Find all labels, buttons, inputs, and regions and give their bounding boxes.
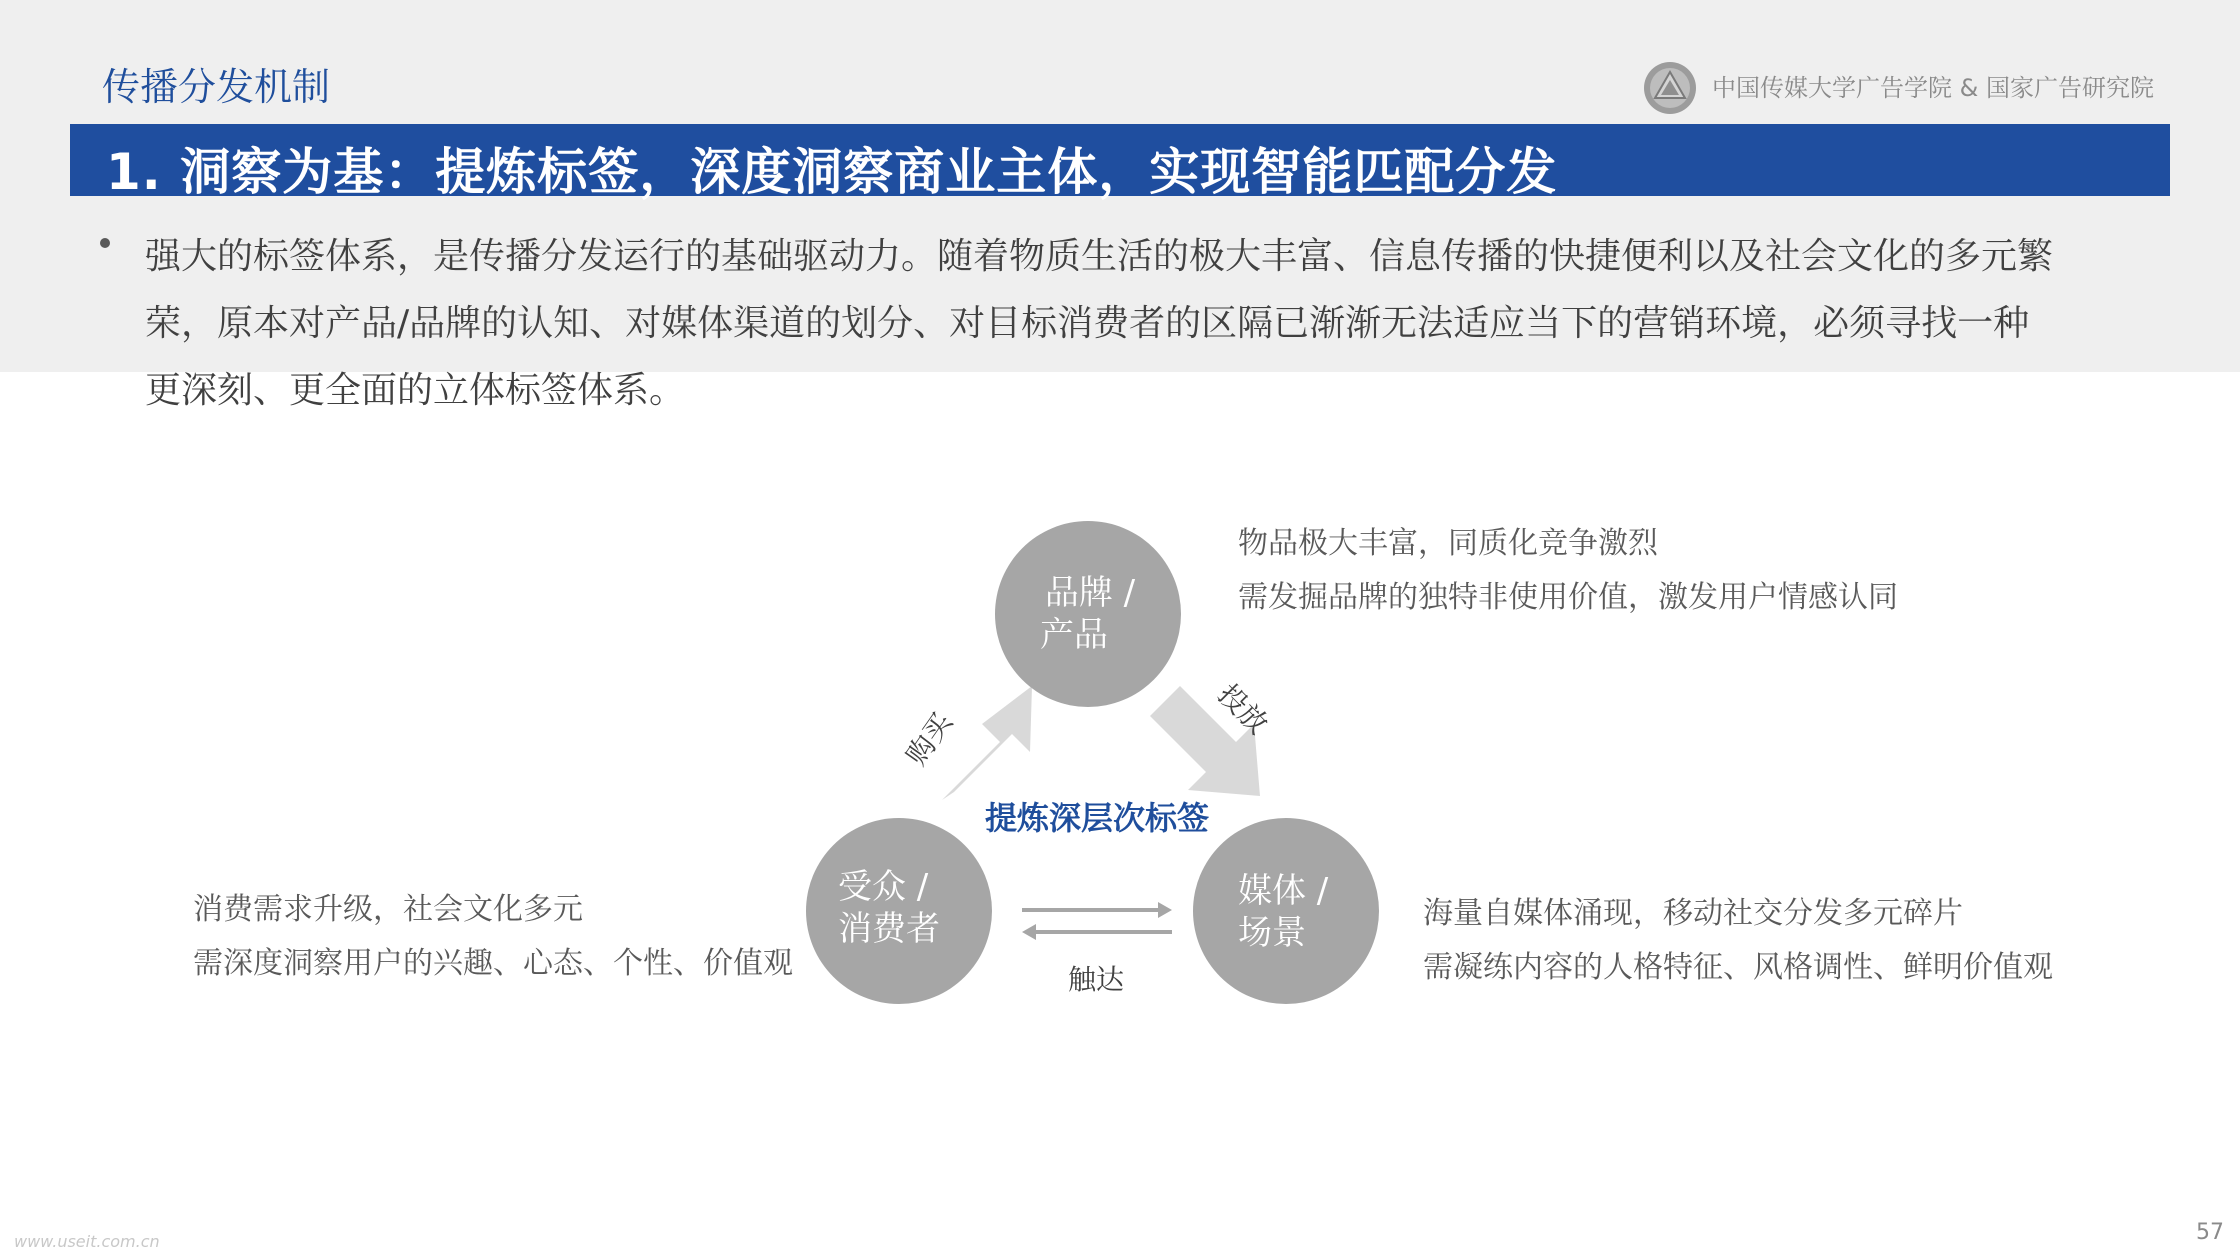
media-note-line: 海量自媒体涌现，移动社交分发多元碎片 (1423, 896, 1963, 931)
place-arrow-label: 投放 (1211, 677, 1275, 741)
media-note-line: 需凝练内容的人格特征、风格调性、鲜明价值观 (1423, 950, 2053, 985)
consumer-note-line: 需深度洞察用户的兴趣、心态、个性、价值观 (193, 946, 793, 981)
slide-title: 1. 洞察为基：提炼标签，深度洞察商业主体，实现智能匹配分发 (106, 143, 1558, 201)
buy-arrow (942, 686, 1032, 800)
title-bar (70, 124, 2170, 201)
university-seal-icon (1642, 60, 1698, 116)
brand-label-line2: 产品 (1040, 615, 1108, 655)
brand-label-line1: 品牌 / (1044, 573, 1136, 613)
bullet-dot (100, 238, 110, 248)
media-label-line2: 场景 (1238, 913, 1306, 953)
reach-arrowhead-left (1022, 924, 1036, 940)
watermark: www.useit.com.cn (14, 1232, 160, 1251)
paragraph-line: 更深刻、更全面的立体标签体系。 (145, 370, 686, 411)
brand-node-label (1030, 572, 1150, 656)
consumer-note-line: 消费需求升级，社会文化多元 (193, 892, 583, 927)
page-number: 57 (2196, 1220, 2224, 1245)
buy-arrow-label: 购买 (899, 706, 959, 772)
media-node-label (1238, 870, 1368, 954)
media-label-line1: 媒体 / (1238, 871, 1329, 911)
center-label: 提炼深层次标签 (985, 799, 1210, 837)
consumer-label-line1: 受众 / (838, 867, 929, 907)
paragraph-line: 强大的标签体系，是传播分发运行的基础驱动力。随着物质生活的极大丰富、信息传播的快捷便利以及社会文化的多元繁 (145, 236, 2054, 277)
reach-arrow-label: 触达 (1068, 963, 1125, 996)
consumer-label-line2: 消费者 (838, 909, 940, 949)
brand-note-line: 物品极大丰富，同质化竞争激烈 (1238, 526, 1658, 561)
consumer-node-label (838, 866, 968, 950)
brand-note-line: 需发掘品牌的独特非使用价值，激发用户情感认同 (1238, 580, 1898, 615)
reach-arrowhead-right (1158, 902, 1172, 918)
organization-name: 中国传媒大学广告学院 & 国家广告研究院 (1712, 74, 2154, 102)
section-label: 传播分发机制 (102, 65, 331, 109)
paragraph-line: 荣，原本对产品/品牌的认知、对媒体渠道的划分、对目标消费者的区隔已渐渐无法适应当下的营销环境，必须寻找一种 (145, 303, 2030, 344)
